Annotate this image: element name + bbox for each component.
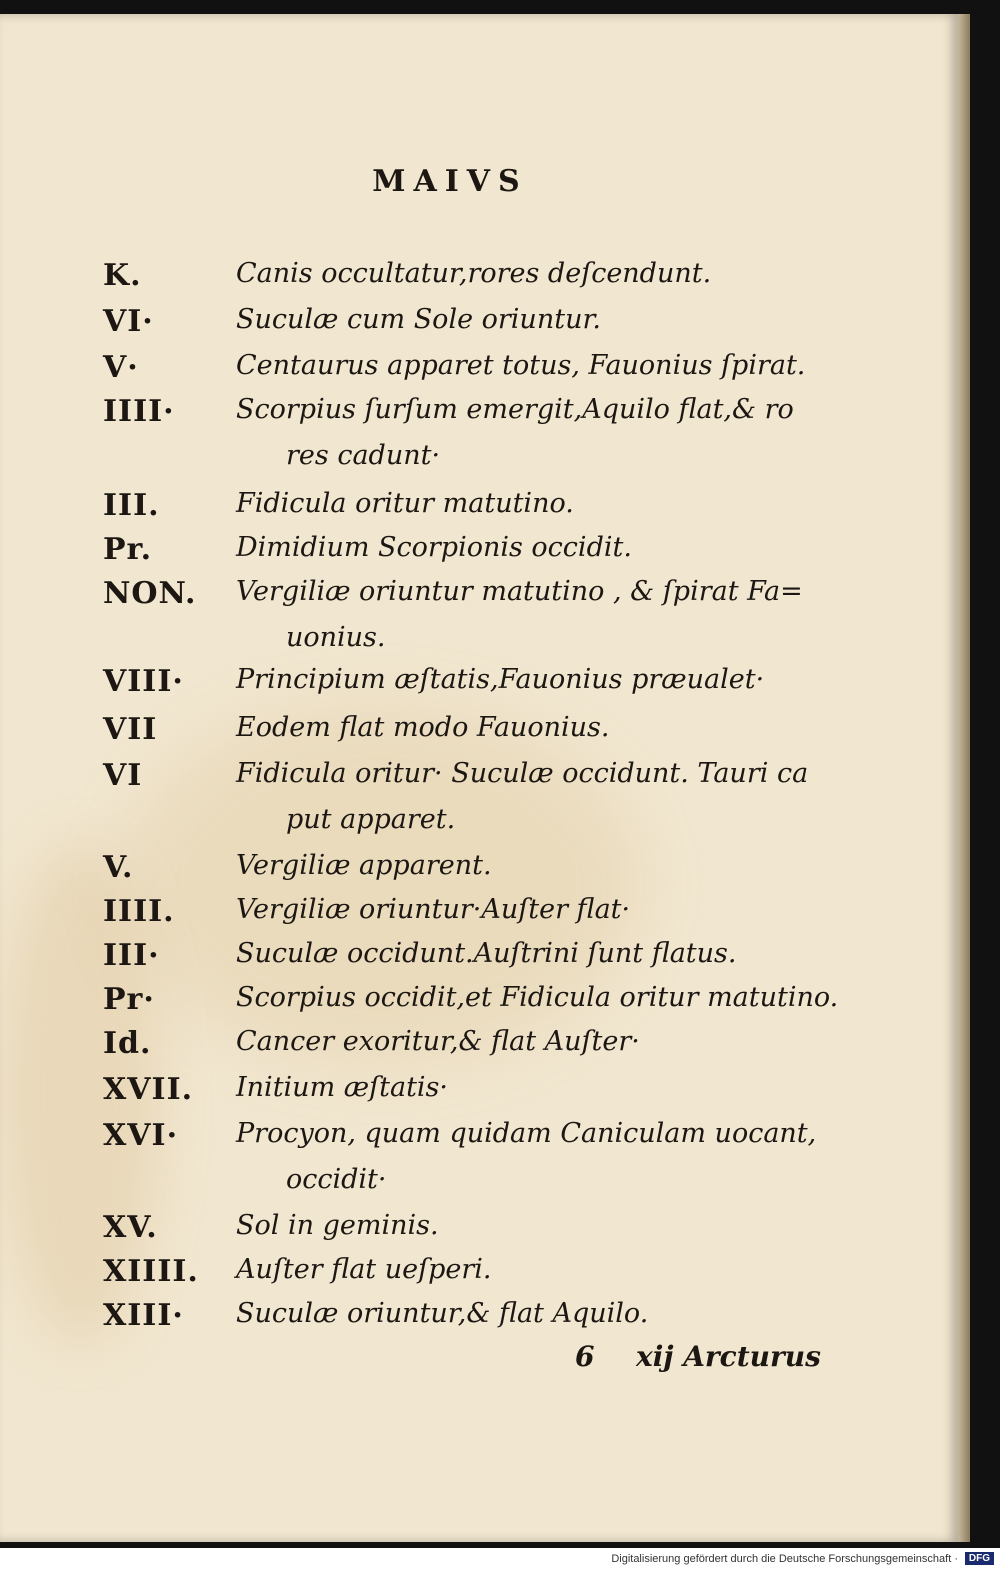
entry-text: Vergiliæ apparent. xyxy=(236,850,492,881)
day-label: XVI· xyxy=(103,1118,179,1153)
footer-credit: Digitalisierung gefördert durch die Deutsche Forschungsgemeinschaft · xyxy=(611,1553,958,1565)
day-label: IIII· xyxy=(103,394,175,429)
entry-text: Auſter flat ueſperi. xyxy=(236,1254,492,1285)
dfg-logo: DFG xyxy=(965,1552,994,1565)
day-label: Id. xyxy=(103,1026,152,1061)
entry-text: Fidicula oritur matutino. xyxy=(236,488,574,519)
entry-text: Suculæ cum Sole oriuntur. xyxy=(236,304,601,335)
entry-text: Procyon, quam quidam Caniculam uocant, xyxy=(236,1118,817,1149)
day-label: V· xyxy=(103,350,139,385)
calendar-entry xyxy=(0,1026,958,1072)
calendar-entry xyxy=(0,938,958,984)
day-label: XV. xyxy=(103,1210,158,1245)
page-heading: MAIVS xyxy=(372,164,528,199)
entry-text: Eodem flat modo Fauonius. xyxy=(236,712,610,743)
entry-text: Fidicula oritur· Suculæ occidunt. Tauri ca xyxy=(236,758,809,789)
entry-text: Dimidium Scorpionis occidit. xyxy=(236,532,632,563)
page-edge xyxy=(958,14,970,1542)
catchword: xij Arcturus xyxy=(636,1340,821,1373)
entry-text: Vergiliæ oriuntur·Auſter flat· xyxy=(236,894,631,925)
calendar-entry xyxy=(0,894,958,940)
calendar-entry xyxy=(0,1298,958,1344)
day-label: III· xyxy=(103,938,160,973)
day-label: XIII· xyxy=(103,1298,184,1333)
calendar-entry xyxy=(0,982,958,1028)
calendar-entry xyxy=(0,576,958,622)
entry-text: Centaurus apparet totus, Fauonius ſpirat. xyxy=(236,350,806,381)
footer-bar xyxy=(0,1548,1000,1573)
entry-text: Sol in geminis. xyxy=(236,1210,439,1241)
entry-text: Canis occultatur,rores deſcendunt. xyxy=(236,258,712,289)
entry-text: Suculæ occidunt.Auſtrini ſunt flatus. xyxy=(236,938,737,969)
day-label: XVII. xyxy=(103,1072,194,1107)
calendar-entry xyxy=(0,1118,958,1164)
entry-text: Scorpius ſurſum emergit,Aquilo flat,& ro xyxy=(236,394,794,425)
day-label: XIIII. xyxy=(103,1254,199,1289)
day-label: VII xyxy=(103,712,158,747)
calendar-entry xyxy=(0,532,958,578)
calendar-entry xyxy=(0,488,958,534)
entry-continuation: occidit· xyxy=(286,1164,387,1195)
calendar-entry xyxy=(0,1254,958,1300)
calendar-entry xyxy=(0,258,958,304)
entry-text: Cancer exoritur,& flat Auſter· xyxy=(236,1026,640,1057)
calendar-entry xyxy=(0,1072,958,1118)
day-label: Pr. xyxy=(103,532,153,567)
entry-continuation: put apparet. xyxy=(286,804,456,835)
calendar-entry xyxy=(0,394,958,440)
calendar-entry xyxy=(0,712,958,758)
entry-text: Scorpius occidit,et Fidicula oritur matutino. xyxy=(236,982,839,1013)
book-page xyxy=(0,14,958,1542)
entry-text: Initium æſtatis· xyxy=(236,1072,448,1103)
calendar-entry xyxy=(0,304,958,350)
day-label: VIII· xyxy=(103,664,184,699)
calendar-entry xyxy=(0,850,958,896)
entry-text: Suculæ oriuntur,& flat Aquilo. xyxy=(236,1298,649,1329)
calendar-entry xyxy=(0,1210,958,1256)
entry-continuation: uonius. xyxy=(286,622,386,653)
entry-text: Principium æſtatis,Fauonius præualet· xyxy=(236,664,765,695)
entry-text: Vergiliæ oriuntur matutino , & ſpirat Fa= xyxy=(236,576,803,607)
day-label: IIII. xyxy=(103,894,175,929)
day-label: K. xyxy=(103,258,142,293)
day-label: VI xyxy=(103,758,143,793)
day-label: Pr· xyxy=(103,982,155,1017)
calendar-entry xyxy=(0,758,958,804)
day-label: VI· xyxy=(103,304,154,339)
calendar-entry xyxy=(0,350,958,396)
day-label: V. xyxy=(103,850,134,885)
day-label: NON. xyxy=(103,576,197,611)
entry-continuation: res cadunt· xyxy=(286,440,441,471)
signature-mark: 6 xyxy=(575,1340,595,1373)
day-label: III. xyxy=(103,488,160,523)
calendar-entry xyxy=(0,664,958,710)
